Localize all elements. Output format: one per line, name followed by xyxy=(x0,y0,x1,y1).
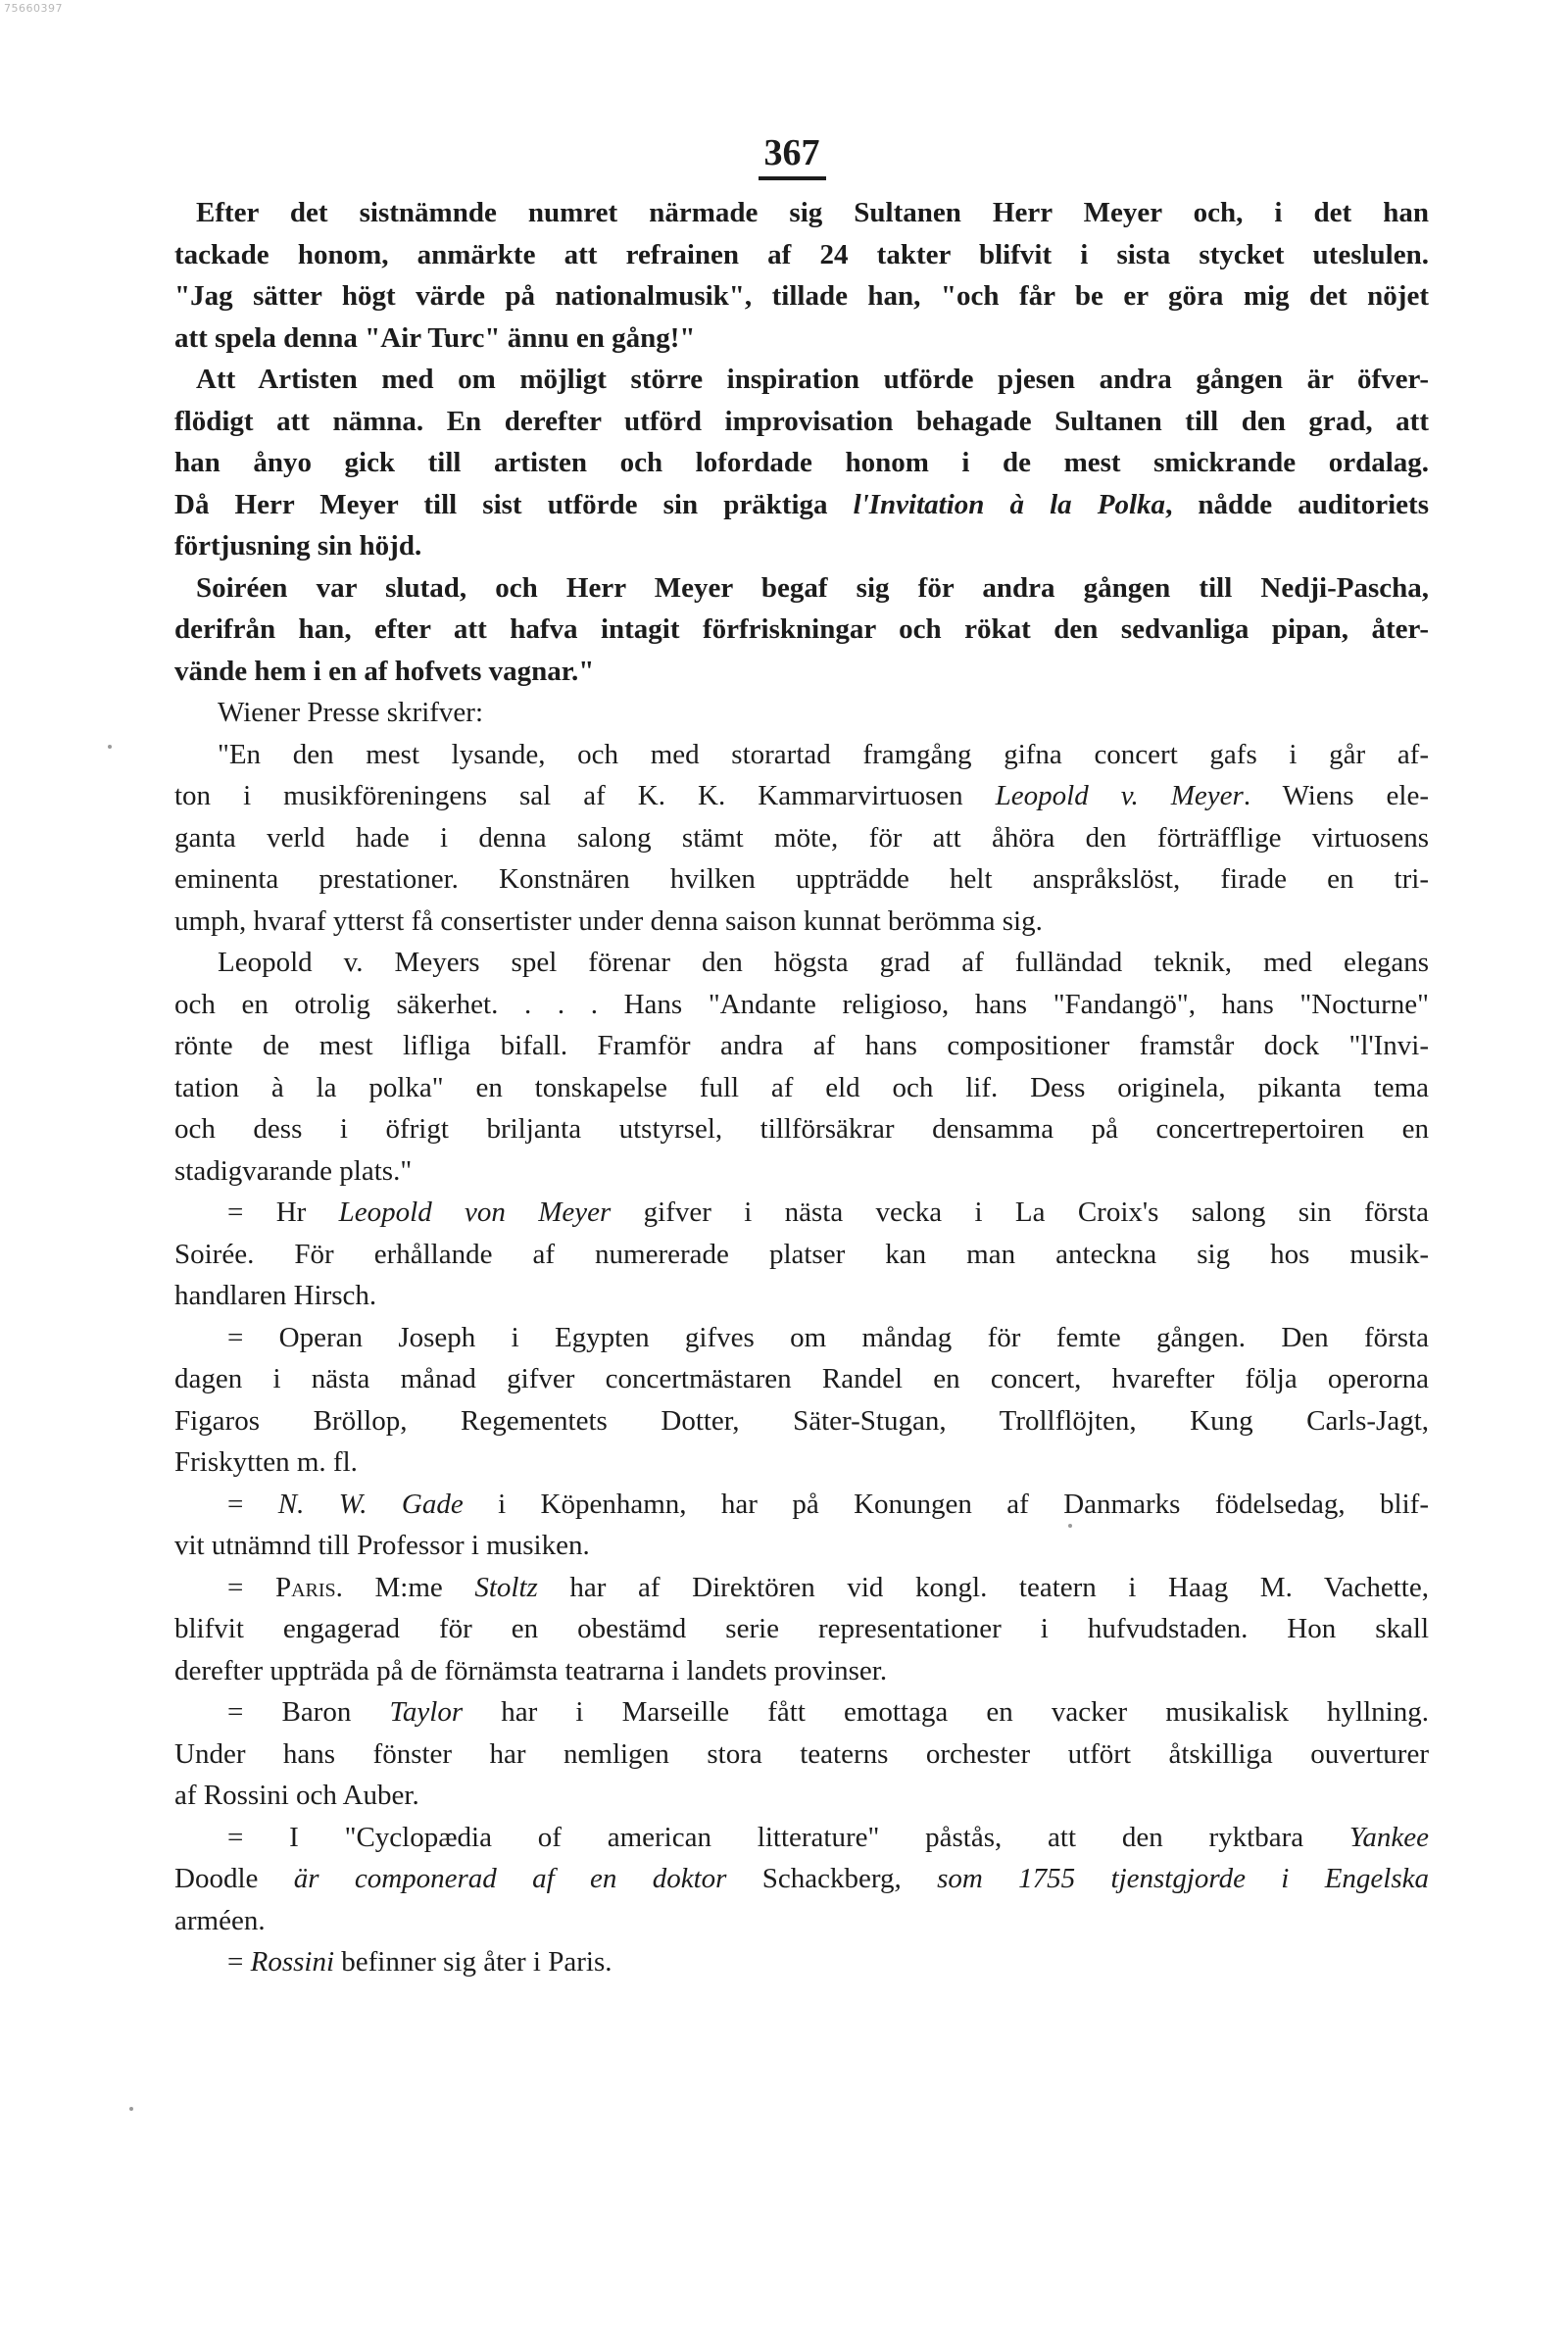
text-line: = N. W. Gade i Köpenhamn, har på Konungen af Danmarks födelsedag, blif- xyxy=(227,1488,1429,1520)
page-number-value: 367 xyxy=(759,131,826,180)
text-line: ton i musikföreningens sal af K. K. Kammarvirtuosen Leopold v. Meyer. Wiens ele- xyxy=(174,780,1429,811)
text-line: Wiener Presse skrifver: xyxy=(218,697,484,728)
scan-identifier: 75660397 xyxy=(4,2,63,15)
text-line: derifrån han, efter att hafva intagit förfriskningar och rökat den sedvanliga pipan, åter- xyxy=(174,613,1429,645)
text-line: Soiréen var slutad, och Herr Meyer begaf sig för andra gången till Nedji-Pascha, xyxy=(196,571,1429,604)
scan-speck xyxy=(1068,1524,1072,1528)
text-line: tackade honom, anmärkte att refrainen af 24 takter blifvit i sista stycket uteslulen. xyxy=(174,238,1429,270)
text-line: = Operan Joseph i Egypten gifves om måndag för femte gången. Den första xyxy=(227,1321,1429,1353)
text-line: förtjusning sin höjd. xyxy=(174,530,422,562)
text-line: Efter det sistnämnde numret närmade sig Sultanen Herr Meyer och, i det han xyxy=(196,197,1429,228)
text-line: Figaros Bröllop, Regementets Dotter, Säter-Stugan, Trollflöjten, Kung Carls-Jagt, xyxy=(174,1404,1429,1437)
text-line: dagen i nästa månad gifver concertmästaren Randel en concert, hvarefter följa operorna xyxy=(174,1363,1429,1394)
text-line: ganta verld hade i denna salong stämt möte, för att åhöra den förträfflige virtuosens xyxy=(174,821,1429,854)
text-line: arméen. xyxy=(174,1904,266,1936)
text-line: flödigt att nämna. En derefter utförd improvisation behagade Sultanen till den grad, att xyxy=(174,405,1429,437)
text-line: umph, hvaraf ytterst få consertister under denna saison kunnat berömma sig. xyxy=(174,904,1043,937)
scan-speck xyxy=(129,2107,133,2111)
text-line: och dess i öfrigt briljanta utstyrsel, tillförsäkrar densamma på concertrepertoiren en xyxy=(174,1113,1429,1145)
page-number xyxy=(0,131,1568,180)
text-line: eminenta prestationer. Konstnären hvilken uppträdde helt anspråkslöst, firade en tri- xyxy=(174,863,1429,895)
body-text xyxy=(174,192,1429,1983)
text-line: = Hr Leopold von Meyer gifver i nästa vecka i La Croix's salong sin första xyxy=(227,1197,1429,1228)
text-line: rönte de mest lifliga bifall. Framför andra af hans compositioner framstår dock "l'Invi- xyxy=(174,1030,1429,1061)
text-line: af Rossini och Auber. xyxy=(174,1780,419,1811)
text-line: tation à la polka" en tonskapelse full af eld och lif. Dess originela, pikanta tema xyxy=(174,1071,1429,1103)
text-line: han ånyo gick till artisten och lofordade honom i de mest smickrande ordalag. xyxy=(174,447,1429,478)
text-line: vände hem i en af hofvets vagnar." xyxy=(174,655,595,687)
text-line: vit utnämnd till Professor i musiken. xyxy=(174,1530,590,1561)
text-line: handlaren Hirsch. xyxy=(174,1280,377,1311)
text-line: = I "Cyclopædia of american litterature" påstås, att den ryktbara Yankee xyxy=(227,1821,1429,1853)
text-line: Friskytten m. fl. xyxy=(174,1446,358,1478)
text-line: Under hans fönster har nemligen stora teaterns orchester utfört åtskilliga ouverturer xyxy=(174,1737,1429,1770)
text-line: Att Artisten med om möjligt större inspiration utförde pjesen andra gången är öfver- xyxy=(196,364,1429,395)
text-line: = Rossini befinner sig åter i Paris. xyxy=(227,1946,612,1978)
text-line: stadigvarande plats." xyxy=(174,1154,413,1187)
text-line: Då Herr Meyer till sist utförde sin präktiga l'Invitation à la Polka, nådde auditoriets xyxy=(174,488,1429,520)
text-line: "En den mest lysande, och med storartad framgång gifna concert gafs i går af- xyxy=(218,738,1429,770)
text-line: = Paris. M:me Stoltz har af Direktören vid kongl. teatern i Haag M. Vachette, xyxy=(227,1571,1429,1603)
text-line: att spela denna "Air Turc" ännu en gång!" xyxy=(174,321,696,354)
scan-speck xyxy=(108,745,112,749)
text-line: derefter uppträda på de förnämsta teatrarna i landets provinser. xyxy=(174,1654,888,1686)
text-line: Soirée. För erhållande af numererade platser kan man anteckna sig hos musik- xyxy=(174,1238,1429,1270)
text-line: och en otrolig säkerhet. . . . Hans "Andante religioso, hans "Fandangö", hans "Nocturne" xyxy=(174,988,1429,1020)
text-line: = Baron Taylor har i Marseille fått emottaga en vacker musikalisk hyllning. xyxy=(227,1696,1429,1728)
text-line: blifvit engagerad för en obestämd serie representationer i hufvudstaden. Hon skall xyxy=(174,1613,1429,1644)
text-line: Leopold v. Meyers spel förenar den högsta grad af fulländad teknik, med elegans xyxy=(218,947,1429,978)
text-line: "Jag sätter högt värde på nationalmusik", tillade han, "och får be er göra mig det nöjet xyxy=(174,280,1429,312)
text-line: Doodle är componerad af en doktor Schackberg, som 1755 tjenstgjorde i Engelska xyxy=(174,1863,1429,1894)
